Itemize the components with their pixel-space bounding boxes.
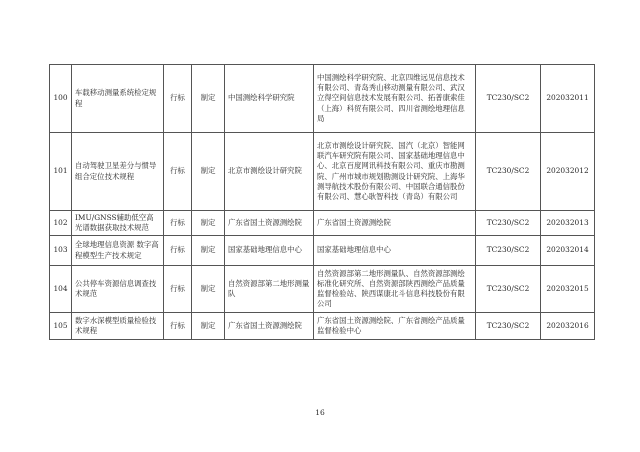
technical-committee: TC230/SC2 xyxy=(476,211,541,236)
row-number: 101 xyxy=(50,133,72,211)
table-row xyxy=(50,266,595,313)
standard-name: 全球地理信息资源 数字高程模型生产技术规定 xyxy=(72,236,164,266)
table-row xyxy=(50,313,595,340)
lead-organization: 北京市测绘设计研究院 xyxy=(225,133,314,211)
plan-number: 202032013 xyxy=(541,211,595,236)
standard-type: 行标 xyxy=(164,266,192,313)
standard-name: 数字水深模型质量检验技术规程 xyxy=(72,313,164,340)
page-number: 16 xyxy=(315,408,325,417)
technical-committee: TC230/SC2 xyxy=(476,313,541,340)
standard-type: 行标 xyxy=(164,236,192,266)
technical-committee: TC230/SC2 xyxy=(476,133,541,211)
technical-committee: TC230/SC2 xyxy=(476,236,541,266)
participating-organizations: 广东省国土资源测绘院 xyxy=(314,211,476,236)
revision-kind: 制定 xyxy=(192,65,225,133)
plan-number: 202032015 xyxy=(541,266,595,313)
participating-organizations: 北京市测绘设计研究院、国汽（北京）智能网联汽车研究院有限公司、国家基础地理信息中心、北京百度网讯科技有限公司、重庆市勘测院、广州市城市规划勘测设计研究院、上海华测导航技术股份有限公司、中国联合通信股份有限公司、慧心耿智科技（青岛）有限公司 xyxy=(314,133,476,211)
standard-name: 车载移动测量系统检定规程 xyxy=(72,65,164,133)
technical-committee: TC230/SC2 xyxy=(476,266,541,313)
table-row xyxy=(50,211,595,236)
plan-number: 202032016 xyxy=(541,313,595,340)
revision-kind: 制定 xyxy=(192,266,225,313)
row-number: 105 xyxy=(50,313,72,340)
table-row xyxy=(50,65,595,133)
table-body xyxy=(50,65,595,340)
row-number: 102 xyxy=(50,211,72,236)
standard-name: 公共停车资源信息调查技术规范 xyxy=(72,266,164,313)
row-number: 104 xyxy=(50,266,72,313)
participating-organizations: 自然资源部第二地形测量队、自然资源部测绘标准化研究所、自然资源部陕西测绘产品质量监督检验站、陕西谋康北斗信息科技股份有限公司 xyxy=(314,266,476,313)
table-row xyxy=(50,133,595,211)
row-number: 100 xyxy=(50,65,72,133)
standards-table xyxy=(49,64,595,340)
revision-kind: 制定 xyxy=(192,236,225,266)
revision-kind: 制定 xyxy=(192,313,225,340)
revision-kind: 制定 xyxy=(192,211,225,236)
lead-organization: 自然资源部第二地形测量队 xyxy=(225,266,314,313)
plan-number: 202032012 xyxy=(541,133,595,211)
lead-organization: 中国测绘科学研究院 xyxy=(225,65,314,133)
revision-kind: 制定 xyxy=(192,133,225,211)
lead-organization: 国家基础地理信息中心 xyxy=(225,236,314,266)
row-number: 103 xyxy=(50,236,72,266)
lead-organization: 广东省国土资源测绘院 xyxy=(225,211,314,236)
participating-organizations: 国家基础地理信息中心 xyxy=(314,236,476,266)
standard-type: 行标 xyxy=(164,313,192,340)
standard-name: IMU/GNSS辅助低空高光谱数据获取技术规范 xyxy=(72,211,164,236)
standard-type: 行标 xyxy=(164,133,192,211)
participating-organizations: 广东省国土资源测绘院、广东省测绘产品质量监督检验中心 xyxy=(314,313,476,340)
participating-organizations: 中国测绘科学研究院、北京四维远见信息技术有限公司、青岛秀山移动测量有限公司、武汉立得空间信息技术发展有限公司、拓普康索佳（上海）科贸有限公司、四川省测绘地理信息局 xyxy=(314,65,476,133)
lead-organization: 广东省国土资源测绘院 xyxy=(225,313,314,340)
standard-type: 行标 xyxy=(164,65,192,133)
standard-type: 行标 xyxy=(164,211,192,236)
standard-name: 自动驾驶卫星差分与惯导组合定位技术规程 xyxy=(72,133,164,211)
technical-committee: TC230/SC2 xyxy=(476,65,541,133)
plan-number: 202032011 xyxy=(541,65,595,133)
plan-number: 202032014 xyxy=(541,236,595,266)
table-row xyxy=(50,236,595,266)
